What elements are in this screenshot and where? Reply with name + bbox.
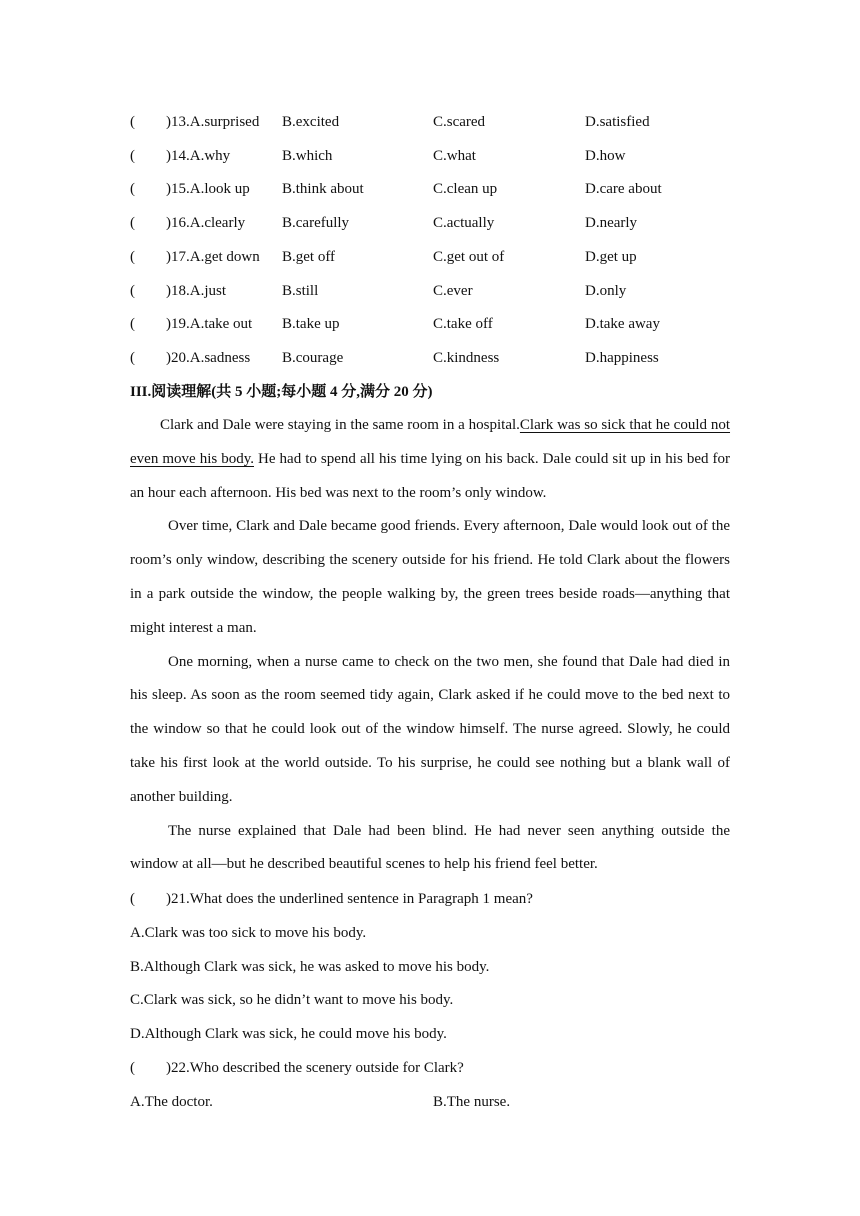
answer-blank: ( (130, 316, 135, 332)
answer-blank: ( (130, 283, 135, 299)
option-b: B.still (282, 283, 319, 299)
choice-row-19 (130, 314, 730, 334)
option-d: D.how (585, 148, 626, 164)
option-c: C.get out of (433, 249, 505, 265)
underlined-sentence: Clark was so sick that he could not even move his body. (130, 417, 731, 467)
option-c: C.what (433, 148, 476, 164)
option-b: B.think about (282, 181, 364, 197)
option-d: D.happiness (585, 350, 659, 366)
choice-row-15 (130, 179, 730, 199)
option-b: B.which (282, 148, 333, 164)
question-21-option-d: D.Although Clark was sick, he could move his body. (130, 1026, 447, 1042)
choice-row-14 (130, 146, 730, 166)
option-c: C.scared (433, 114, 486, 130)
option-a: )14.A.why (166, 148, 231, 164)
option-a: )19.A.take out (166, 316, 253, 332)
question-21-text: )21.What does the underlined sentence in Paragraph 1 mean? (166, 891, 533, 907)
option-d: D.care about (585, 181, 662, 197)
option-d: D.take away (585, 316, 660, 332)
option-a: )18.A.just (166, 283, 226, 299)
reading-passage (130, 409, 730, 882)
question-21 (130, 889, 533, 909)
choice-row-13 (130, 112, 730, 132)
option-d: D.get up (585, 249, 637, 265)
choice-row-16 (130, 213, 730, 233)
paragraph-3: One morning, when a nurse came to check on the two men, she found that Dale had died in his sleep. As soon as the room seemed tidy again, Clark asked if he could move to the bed next to the window so that he could look out of the window himself. The nurse agreed. Slowly, he could take his first look at the world outside. To his surprise, he could see nothing but a blank wall of another building. (130, 653, 730, 805)
question-21-option-c: C.Clark was sick, so he didn’t want to move his body. (130, 992, 454, 1008)
option-a: )15.A.look up (166, 181, 250, 197)
question-22-text: )22.Who described the scenery outside for Clark? (166, 1060, 464, 1076)
choice-row-17 (130, 247, 730, 267)
paragraph-2: Over time, Clark and Dale became good friends. Every afternoon, Dale would look out of the room’s only window, describing the scenery outside for his friend. He told Clark about the flowers in a park outside the window, the people walking by, the green trees beside roads—anything that might interest a man. (130, 518, 730, 636)
option-d: D.nearly (585, 215, 638, 231)
answer-blank: ( (130, 249, 135, 265)
option-b: B.get off (282, 249, 336, 265)
option-b: B.take up (282, 316, 340, 332)
question-21-option-b: B.Although Clark was sick, he was asked to move his body. (130, 959, 490, 975)
answer-blank: ( (130, 350, 135, 366)
option-b: B.carefully (282, 215, 350, 231)
option-d: D.only (585, 283, 627, 299)
section-title: III.阅读理解(共 5 小题;每小题 4 分,满分 20 分) (130, 384, 433, 400)
option-d: D.satisfied (585, 114, 650, 130)
choice-row-20 (130, 348, 730, 368)
answer-blank: ( (130, 215, 135, 231)
option-b: B.excited (282, 114, 340, 130)
question-22-option-b: B.The nurse. (433, 1094, 511, 1110)
option-a: )17.A.get down (166, 249, 260, 265)
option-c: C.ever (433, 283, 473, 299)
answer-blank: ( (130, 1060, 135, 1076)
answer-blank: ( (130, 891, 135, 907)
option-c: C.take off (433, 316, 493, 332)
option-a: )16.A.clearly (166, 215, 246, 231)
answer-blank: ( (130, 181, 135, 197)
answer-blank: ( (130, 148, 135, 164)
paragraph-1-end: He had to spend all his time lying on his back. Dale could sit up in his bed for an hour each afternoon. His bed was next to the room’s only window. (130, 450, 730, 501)
choice-row-18 (130, 281, 730, 301)
option-a: )20.A.sadness (166, 350, 251, 366)
question-22-option-a: A.The doctor. (130, 1094, 213, 1110)
option-c: C.clean up (433, 181, 498, 197)
paragraph-1-start: Clark and Dale were staying in the same room in a hospital. (160, 417, 520, 433)
question-21-option-a: A.Clark was too sick to move his body. (130, 925, 367, 941)
option-c: C.actually (433, 215, 495, 231)
option-a: )13.A.surprised (166, 114, 260, 130)
answer-blank: ( (130, 114, 135, 130)
paragraph-4: The nurse explained that Dale had been blind. He had never seen anything outside the window at all—but he described beautiful scenes to help his friend feel better. (130, 822, 730, 873)
paragraph-1 (130, 409, 730, 510)
option-c: C.kindness (433, 350, 500, 366)
option-b: B.courage (282, 350, 344, 366)
question-22 (130, 1058, 464, 1078)
